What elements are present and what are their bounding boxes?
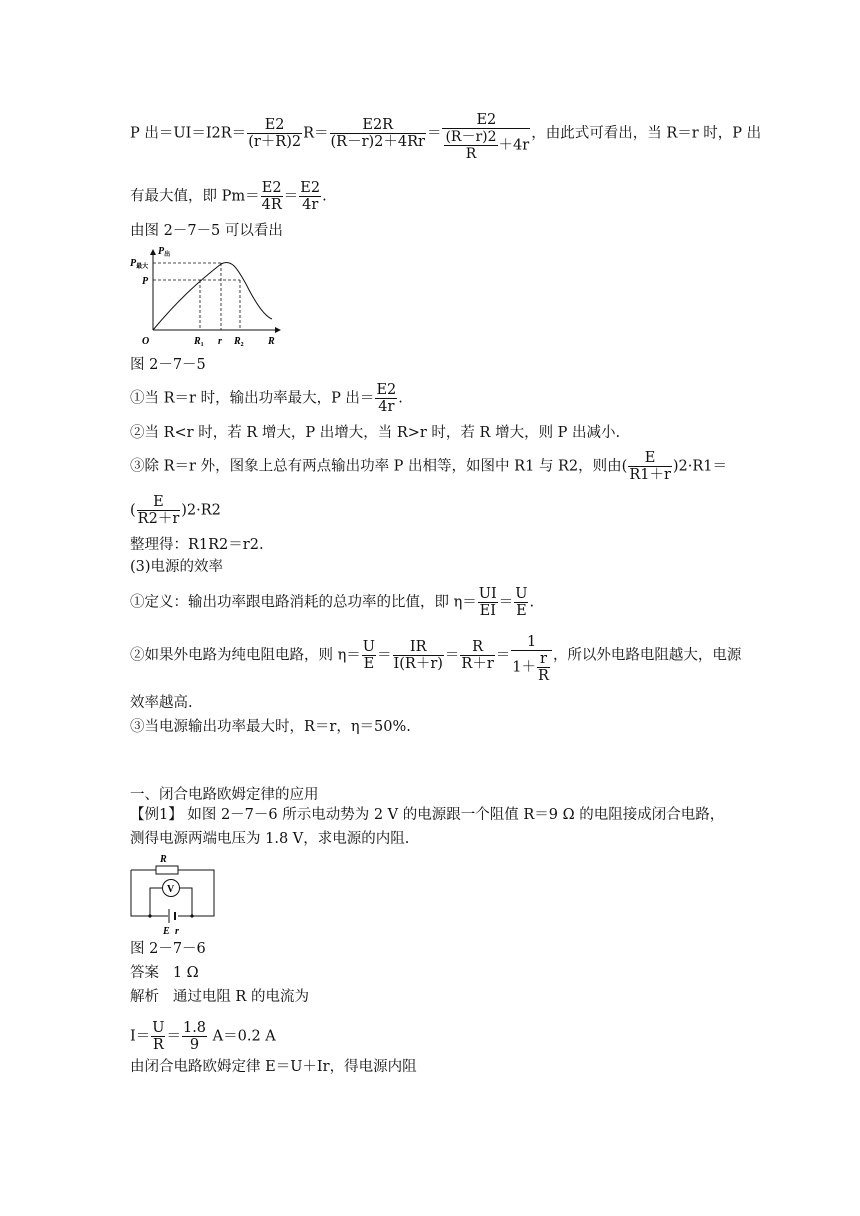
formula-text: ①当 R＝r 时，输出功率最大，P 出＝ bbox=[130, 390, 375, 407]
simplify-line: 整理得：R1R2＝r2. bbox=[130, 537, 264, 553]
emf-label: E bbox=[163, 926, 170, 936]
formula-text: ，由此式可看出，当 R＝r 时，P 出 bbox=[531, 125, 762, 142]
formula-text: R＝ bbox=[303, 125, 329, 142]
pmax-label: $P_{最大}$ bbox=[130, 258, 149, 270]
denominator: R bbox=[465, 146, 477, 162]
fraction bbox=[330, 117, 426, 150]
denominator: (r＋R)2 bbox=[248, 134, 302, 150]
internal-resistance-label: r bbox=[175, 926, 179, 936]
r2-label: $R_2$ bbox=[234, 336, 244, 348]
figure-caption-2: 图 2－7－6 bbox=[130, 941, 206, 957]
r-label: r bbox=[218, 336, 222, 347]
formula-text: . bbox=[398, 390, 403, 407]
formula-text: . bbox=[529, 594, 535, 611]
formula-text: ②如果外电路为纯电阻电路，则 η＝ bbox=[130, 647, 361, 664]
example-1-continued: 测得电源两端电压为 1.8 V，求电源的内阻. bbox=[130, 831, 410, 847]
voltmeter-label: V bbox=[167, 884, 175, 895]
fraction bbox=[261, 180, 283, 213]
formula-text: )2·R1＝ bbox=[672, 458, 728, 475]
formula-text: ＝ bbox=[495, 647, 511, 664]
example-1 bbox=[130, 806, 724, 824]
formula-text: ＝ bbox=[498, 594, 514, 611]
numerator: 1.8 bbox=[182, 1020, 207, 1036]
efficiency-pure-resistance bbox=[130, 634, 741, 684]
formula-text: ＝ bbox=[444, 647, 460, 664]
fraction bbox=[362, 639, 376, 672]
numerator: IR bbox=[393, 639, 444, 656]
origin-label: O bbox=[142, 336, 150, 347]
analysis-text: 通过电阻 R 的电流为 bbox=[172, 989, 309, 1005]
numerator: E2 bbox=[247, 117, 302, 134]
numerator: U bbox=[152, 1020, 165, 1036]
fraction bbox=[247, 117, 302, 150]
numerator: E bbox=[628, 450, 672, 467]
numerator: E2R bbox=[330, 117, 426, 134]
denominator: R2＋r bbox=[137, 511, 180, 527]
denominator: R＋r bbox=[461, 656, 494, 672]
power-formula bbox=[130, 112, 761, 162]
x-axis-label: R bbox=[268, 336, 275, 347]
fraction bbox=[460, 639, 494, 672]
fraction bbox=[299, 180, 321, 213]
formula-text: ＝ bbox=[166, 1028, 181, 1045]
formula-text: I＝ bbox=[130, 1028, 151, 1045]
current-formula bbox=[130, 1020, 276, 1053]
fraction bbox=[478, 586, 498, 619]
numerator: R bbox=[460, 639, 494, 656]
formula-text: ( bbox=[130, 502, 136, 519]
efficiency-heading: (3)电源的效率 bbox=[130, 559, 224, 575]
efficiency-pure-continued: 效率越高. bbox=[130, 695, 193, 711]
point-1 bbox=[130, 382, 403, 415]
analysis-label: 解析 bbox=[130, 989, 159, 1005]
y-axis-label: $P_出$ bbox=[158, 246, 171, 258]
formula-text: 有最大值，即 Pm＝ bbox=[130, 188, 260, 205]
formula-text: P 出＝UI＝I2R＝ bbox=[130, 125, 247, 142]
junction-left bbox=[148, 914, 151, 917]
resistor-label: R bbox=[160, 854, 167, 865]
analysis-line bbox=[130, 988, 309, 1006]
numerator: E2 bbox=[261, 180, 282, 196]
junction-right bbox=[190, 914, 193, 917]
numerator: E2 bbox=[376, 382, 397, 398]
efficiency-max: ③当电源输出功率最大时，R＝r，η＝50%. bbox=[130, 719, 411, 735]
formula-text: )2·R2 bbox=[181, 502, 221, 519]
fraction bbox=[537, 651, 550, 684]
example-text: 如图 2－7－6 所示电动势为 2 V 的电源跟一个阻值 R＝9 Ω 的电阻接成闭合电路， bbox=[187, 807, 725, 823]
numerator: r bbox=[537, 651, 550, 668]
denominator: R bbox=[152, 1037, 164, 1053]
figure-caption: 图 2－7－5 bbox=[130, 357, 206, 373]
fraction bbox=[182, 1020, 207, 1053]
answer-value: 1 Ω bbox=[172, 965, 199, 981]
efficiency-definition bbox=[130, 586, 534, 619]
formula-text: A＝0.2 A bbox=[208, 1028, 276, 1045]
numerator: E2 bbox=[300, 180, 321, 196]
fraction bbox=[151, 1020, 165, 1053]
formula-text: . bbox=[322, 188, 327, 205]
point-3-continued bbox=[130, 494, 221, 527]
denominator: 9 bbox=[189, 1037, 200, 1053]
denominator: R bbox=[538, 668, 549, 684]
numerator: U bbox=[515, 586, 528, 602]
pmax-line bbox=[130, 180, 327, 213]
point-3 bbox=[130, 450, 727, 483]
answer-label: 答案 bbox=[130, 965, 159, 981]
formula-text: ＝ bbox=[283, 188, 299, 205]
figure-intro: 由图 2－7－5 可以看出 bbox=[130, 223, 283, 239]
denominator bbox=[442, 129, 530, 162]
fraction bbox=[442, 112, 530, 162]
fraction bbox=[137, 494, 181, 527]
p-label: P bbox=[142, 276, 149, 287]
denominator: I(R＋r) bbox=[393, 656, 443, 672]
fraction bbox=[514, 586, 528, 619]
example-tag: 【例1】 bbox=[130, 807, 183, 823]
numerator: E2 bbox=[442, 112, 530, 129]
numerator: UI bbox=[478, 586, 497, 602]
fraction bbox=[444, 129, 497, 162]
point-2: ②当 R<r 时，若 R 增大，P 出增大，当 R>r 时，若 R 增大，则 P 出减小. bbox=[130, 425, 621, 441]
denominator: E bbox=[363, 656, 375, 672]
formula-text: ①定义：输出功率跟电路消耗的总功率的比值，即 η＝ bbox=[130, 594, 477, 611]
numerator: (R－r)2 bbox=[445, 129, 497, 145]
denominator: 4r bbox=[378, 399, 395, 415]
numerator: 1 bbox=[511, 634, 552, 651]
formula-text: ＝ bbox=[377, 647, 392, 664]
r1-label: $R_1$ bbox=[194, 336, 204, 348]
formula-text: ③除 R＝r 外，图象上总有两点输出功率 P 出相等，如图中 R1 与 R2，则由( bbox=[130, 458, 628, 475]
fraction bbox=[628, 450, 672, 483]
denominator: R1＋r bbox=[629, 467, 671, 483]
numerator: E bbox=[137, 494, 181, 511]
denominator bbox=[511, 651, 552, 684]
formula-text: 1＋ bbox=[512, 659, 537, 676]
fraction bbox=[511, 634, 552, 684]
denominator: 4R bbox=[261, 197, 282, 213]
resistor bbox=[156, 866, 178, 874]
denominator: E bbox=[516, 603, 527, 619]
section-title: 一、闭合电路欧姆定律的应用 bbox=[130, 787, 319, 803]
denominator: EI bbox=[479, 603, 496, 619]
formula-text: ，所以外电路电阻越大，电源 bbox=[552, 647, 742, 664]
denominator: (R－r)2＋4Rr bbox=[330, 134, 425, 150]
power-curve bbox=[153, 262, 272, 330]
numerator: U bbox=[362, 639, 376, 655]
denominator: 4r bbox=[302, 197, 319, 213]
fraction bbox=[375, 382, 397, 415]
formula-text: ＝ bbox=[426, 125, 442, 142]
answer-line bbox=[130, 964, 199, 982]
last-line: 由闭合电路欧姆定律 E＝U＋Ir，得电源内阻 bbox=[130, 1059, 417, 1075]
formula-text: ＋4r bbox=[498, 137, 530, 154]
fraction bbox=[393, 639, 444, 672]
output-power-graph bbox=[128, 244, 288, 348]
circuit-diagram bbox=[128, 852, 218, 936]
